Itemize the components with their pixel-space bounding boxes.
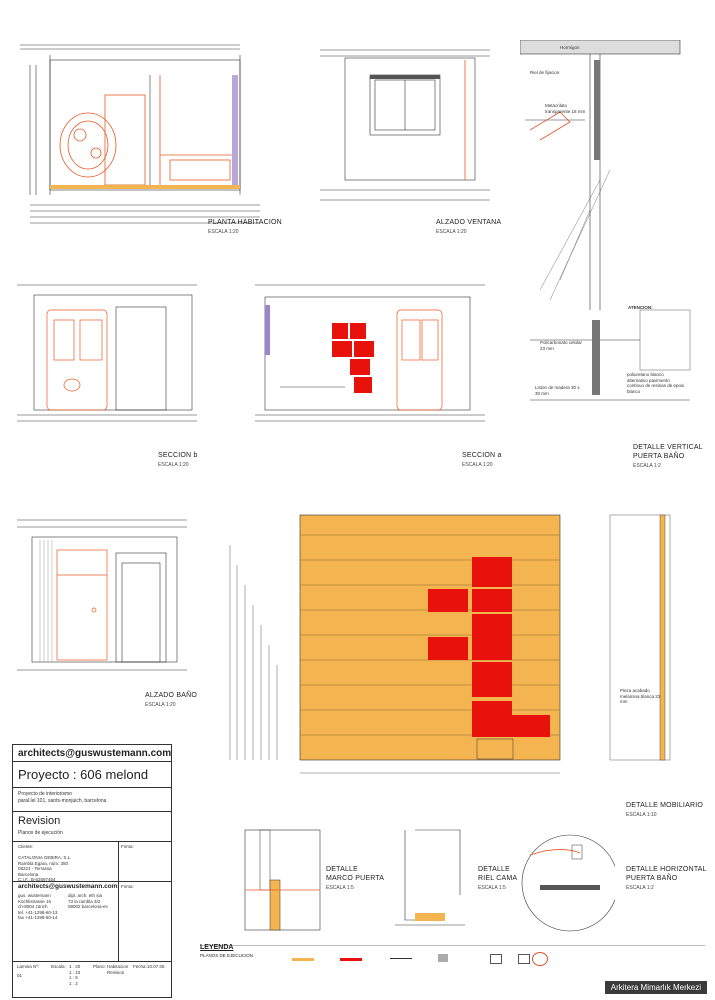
planta-scale: ESCALA 1:20 bbox=[208, 229, 239, 235]
note-riel: Riel de fijacion bbox=[530, 70, 560, 75]
note-liston: Liston de madera 30 x 30 mm bbox=[535, 385, 580, 396]
detalle-mobiliario-title: DETALLE MOBILIARIO bbox=[626, 802, 703, 809]
seccion-b-scale: ESCALA 1:20 bbox=[158, 462, 189, 468]
alzado-bano-drawing bbox=[12, 515, 197, 685]
detalle-horizontal-title-1: DETALLE HORIZONTAL bbox=[626, 866, 707, 873]
tb-office-line: ch-8004 zürich bbox=[18, 904, 48, 909]
tb-fecha-value: 10.07.06 bbox=[147, 964, 165, 969]
detalle-horizontal-scale: ESCALA 1:2 bbox=[626, 885, 654, 891]
tb-escala-value: 1 : 20 bbox=[69, 964, 81, 969]
seccion-a-scale: ESCALA 1:20 bbox=[462, 462, 493, 468]
detalle-horizontal-drawing bbox=[520, 825, 615, 940]
note-poliuretano: poliuretano blanco alternativo pavimento continuo de resinas de epoxi blanco bbox=[627, 372, 685, 394]
alzado-ventana-scale: ESCALA 1:20 bbox=[436, 229, 467, 235]
seccion-a-title: SECCION a bbox=[462, 452, 502, 459]
tb-desc-1: Proyecto de interiorismo bbox=[18, 791, 72, 797]
tb-lamina-label: Lamina Nº: bbox=[17, 964, 40, 969]
tb-client-line: CATALONIA GEBIRA, S.L. bbox=[18, 855, 72, 860]
title-block bbox=[12, 744, 172, 998]
tb-fecha-label: Fecha: bbox=[133, 964, 147, 969]
tb-plano-value: Habitacion Revision bbox=[107, 964, 129, 975]
legend-swatch-grey bbox=[438, 954, 448, 962]
tb-escala-label: Escala: bbox=[51, 964, 66, 969]
tb-project: Proyecto : 606 melond bbox=[18, 767, 149, 782]
tb-email2: architects@guswustemann.com bbox=[18, 883, 118, 890]
note-policarbonato: Policarbonato celular 23 mm bbox=[540, 340, 583, 351]
tb-escala-value: 1 : 10 bbox=[69, 969, 81, 975]
detalle-horizontal-title-2: PUERTA BAÑO bbox=[626, 875, 678, 882]
detalle-riel-drawing bbox=[385, 825, 470, 940]
seccion-b-drawing bbox=[12, 275, 212, 430]
tb-escala-value: 1 : 5 bbox=[69, 975, 78, 980]
legend-subtitle: PLANOS DE EJECUCION bbox=[200, 953, 254, 958]
legend-swatch-line bbox=[390, 958, 412, 959]
detalle-marco-title-2: MARCO PUERTA bbox=[326, 875, 385, 882]
seccion-a-drawing bbox=[250, 275, 495, 430]
tb-lamina-value: 01 bbox=[17, 973, 23, 978]
tb-escala-values bbox=[69, 964, 80, 986]
tb-client-line: Barcelona bbox=[18, 871, 39, 877]
tb-plano-label: Plano: bbox=[93, 964, 106, 969]
note-atencion: ATENCION: bbox=[628, 305, 653, 310]
watermark: Arkitera Mimarlık Merkezi bbox=[605, 981, 707, 994]
detalle-vertical-title-1: DETALLE VERTICAL bbox=[633, 444, 703, 451]
legend-swatch-box bbox=[518, 954, 530, 964]
detalle-mobiliario-drawing bbox=[225, 505, 695, 785]
tb-office-line: gus. wüstemann bbox=[18, 893, 51, 898]
alzado-ventana-title: ALZADO VENTANA bbox=[436, 219, 502, 226]
tb-client-line: C.I.F.: B-62697454 bbox=[18, 877, 56, 882]
alzado-bano-title: ALZADO BAÑO bbox=[145, 692, 197, 699]
detalle-riel-title-1: DETALLE bbox=[478, 866, 511, 873]
alzado-ventana-drawing bbox=[315, 40, 500, 215]
legend-swatch-orange bbox=[292, 958, 314, 961]
detalle-vertical-notes bbox=[560, 45, 600, 51]
tb-divider-vertical-2 bbox=[118, 881, 119, 961]
legend bbox=[200, 945, 705, 984]
legend-title: LEYENDA bbox=[200, 944, 234, 951]
legend-swatch-hatch bbox=[490, 954, 502, 964]
detalle-riel-scale: ESCALA 1:5 bbox=[478, 885, 506, 891]
tb-revision: Revision bbox=[18, 815, 61, 827]
planta-title: PLANTA HABITACION bbox=[208, 219, 282, 226]
detalle-riel-title-2: RIEL CAMA bbox=[478, 875, 518, 882]
tb-office-1 bbox=[18, 893, 70, 921]
detalle-mobiliario-scale: ESCALA 1:10 bbox=[626, 812, 657, 818]
tb-desc-2: paral.lel 101, sants-monjuich, barcelona bbox=[18, 798, 107, 804]
tb-office-line: 08002 barcelona-es bbox=[68, 904, 108, 909]
tb-office-line: tel. +41-1298-60-13 bbox=[18, 909, 58, 915]
tb-email: architects@guswustemann.com bbox=[18, 748, 172, 759]
note-hormigon-top: Hormigon bbox=[560, 45, 580, 50]
tb-office-line: dipl. arch. eth sia bbox=[68, 893, 103, 898]
tb-office-line: Köchlistrasse 15 bbox=[18, 898, 52, 904]
detalle-marco-title-1: DETALLE bbox=[326, 866, 359, 873]
mobiliario-note: Pieza acabado melamina blanca 23 mm bbox=[620, 688, 661, 704]
tb-plan-type: Planos de ejecución bbox=[18, 830, 63, 836]
tb-client-line: Rambla Egara, núm. 350 bbox=[18, 860, 69, 866]
alzado-bano-scale: ESCALA 1:20 bbox=[145, 702, 176, 708]
detalle-vertical-drawing bbox=[520, 40, 705, 410]
planta-habitacion-drawing bbox=[10, 35, 280, 235]
tb-firma-label-2: Firma: bbox=[121, 884, 134, 889]
tb-client-line: 08221 - Terrassa bbox=[18, 866, 52, 871]
note-metacrilato: Metacrilato transparente 18 mm bbox=[545, 103, 586, 114]
tb-office-line: fax +41-1298-60-14 bbox=[18, 915, 58, 920]
tb-firma-label-1: Firma: bbox=[121, 844, 134, 849]
legend-swatch-red bbox=[340, 958, 362, 961]
detalle-vertical-scale: ESCALA 1:2 bbox=[633, 463, 661, 469]
detalle-marco-drawing bbox=[240, 825, 325, 935]
detalle-vertical-title-2: PUERTA BAÑO bbox=[633, 453, 685, 460]
tb-client-block bbox=[18, 855, 118, 883]
detalle-marco-scale: ESCALA 1:5 bbox=[326, 885, 354, 891]
tb-office-2 bbox=[68, 893, 120, 910]
tb-escala-value: 1 : 2 bbox=[69, 980, 78, 986]
tb-divider-vertical-1 bbox=[118, 841, 119, 881]
tb-office-line: 73 la rambla 3/2 bbox=[68, 898, 101, 904]
tb-client-label: Cliente: bbox=[18, 844, 34, 849]
legend-swatch-circle bbox=[532, 952, 548, 966]
seccion-b-title: SECCION b bbox=[158, 452, 198, 459]
